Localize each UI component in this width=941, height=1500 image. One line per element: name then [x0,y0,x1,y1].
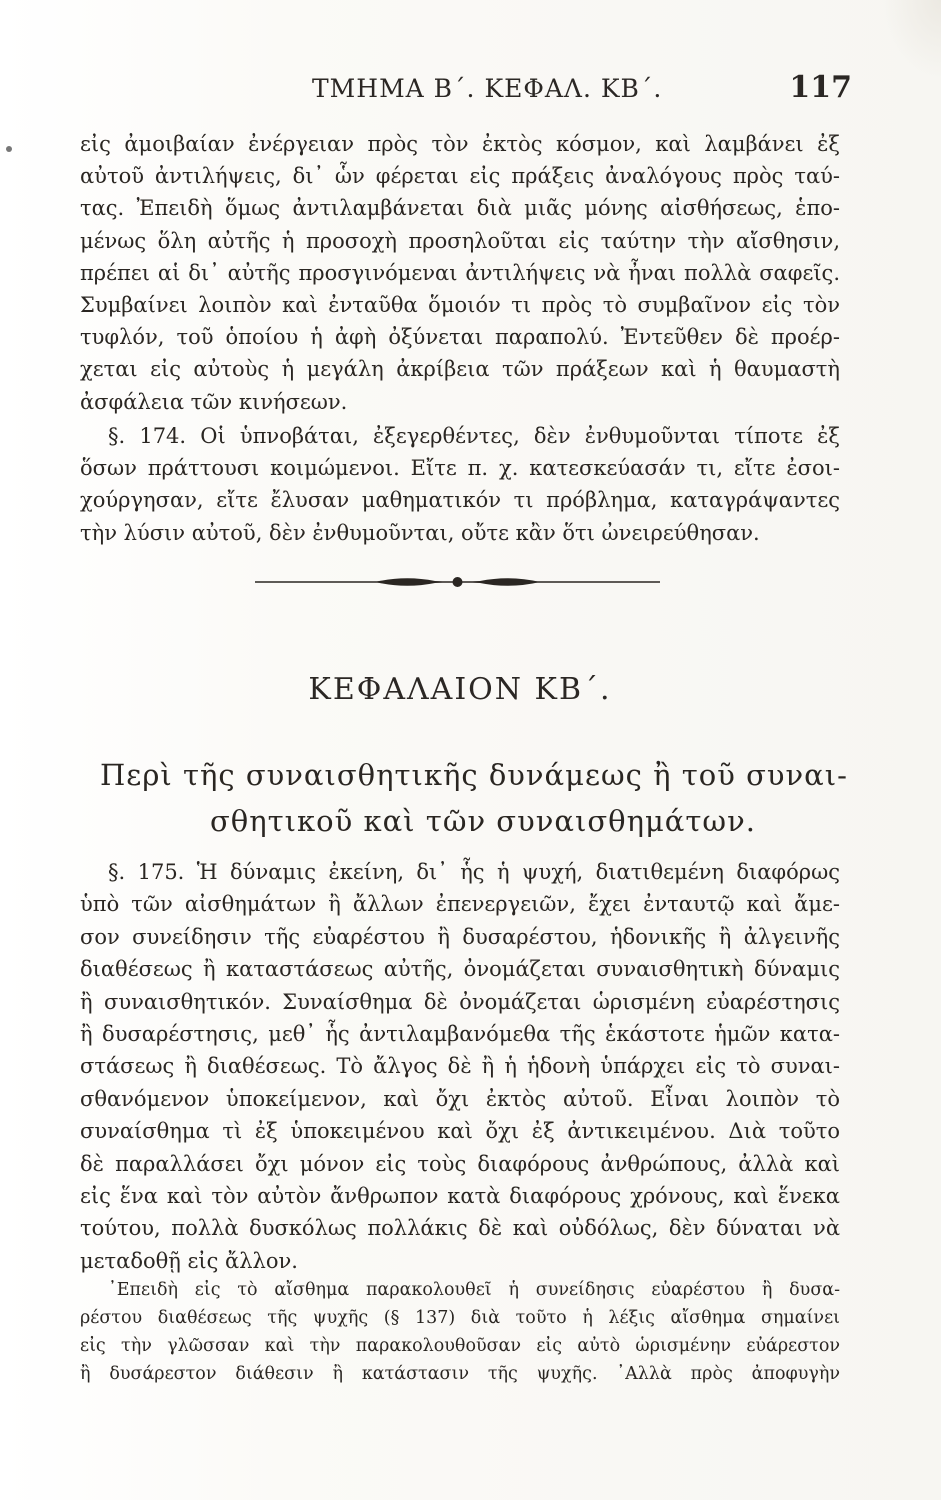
subtitle-line: Περὶ τῆς συναισθητικῆς δυνάμεως ἢ τοῦ συναι- [100,758,848,792]
text-line: τας. Ἐπειδὴ ὅμως ἀντιλαμβάνεται διὰ μιᾶς μόνης αἰσθήσεως, ἑπο- [80,196,840,221]
text-line: πρέπει αἱ δι᾽ αὐτῆς προσγινόμεναι ἀντιλήψεις νὰ ἦναι πολλὰ σαφεῖς. [80,260,840,285]
text-line: ὑπὸ τῶν αἰσθημάτων ἢ ἄλλων ἐπενεργειῶν, ἔχει ἐνταυτῷ καὶ ἄμε- [80,892,840,917]
text-line: Συμβαίνει λοιπὸν καὶ ἐνταῦθα ὅμοιόν τι πρὸς τὸ συμβαῖνον εἰς τὸν [80,292,840,317]
footnote-line: ᾿Επειδὴ εἰς τὸ αἴσθημα παρακολουθεῖ ἡ συνείδησις εὐαρέστου ἢ δυσα- [108,1280,840,1300]
text-line: μένως ὅλη αὐτῆς ἡ προσοχὴ προσηλοῦται εἰς ταύτην τὴν αἴσθησιν, [80,228,840,253]
text-line: εἰς ἀμοιβαίαν ἐνέργειαν πρὸς τὸν ἐκτὸς κόσμον, καὶ λαμβάνει ἐξ [80,132,840,156]
text-line: χεται εἰς αὐτοὺς ἡ μεγάλη ἀκρίβεια τῶν πράξεων καὶ ἡ θαυμαστὴ [80,357,840,382]
text-line: στάσεως ἢ διαθέσεως. Τὸ ἄλγος δὲ ἢ ἡ ἡδονὴ ὑπάρχει εἰς τὸ συναι- [80,1054,840,1079]
running-header [80,70,860,120]
chapter-title: ΚΕΦΑΛΑΙΟΝ ΚΒ΄. [308,672,612,707]
paragraph-1 [80,128,840,418]
subtitle-line: σθητικοῦ καὶ τῶν συναισθημάτων. [210,804,756,838]
text-line: συναίσθημα τὶ ἐξ ὑποκειμένου καὶ ὄχι ἐξ ἀντικειμένου. Διὰ τοῦτο [80,1119,840,1144]
text-line: ἀσφάλεια τῶν κινήσεων. [80,389,348,414]
text-line: σον συνείδησιν τῆς εὐαρέστου ἢ δυσαρέστου, ἡδονικῆς ἢ ἀλγεινῆς [80,924,840,949]
footnote-line: εἰς τὴν γλῶσσαν καὶ τὴν παρακολουθοῦσαν εἰς αὐτὸ ὡρισμένην εὐάρεστον [80,1336,840,1356]
paragraph-2 [80,420,840,549]
chapter-subtitle [100,752,848,844]
text-line: ἢ συναισθητικόν. Συναίσθημα δὲ ὀνομάζεται ὡρισμένη εὐαρέστησις [80,989,840,1014]
text-line: διαθέσεως ἢ καταστάσεως αὐτῆς, ὀνομάζεται συναισθητικὴ δύναμις [80,957,840,982]
page-number: 117 [789,70,852,105]
text-line: τυφλόν, τοῦ ὁποίου ἡ ἀφὴ ὀξύνεται παραπολύ. Ἐντεῦθεν δὲ προέρ- [80,325,840,350]
text-line: σθανόμενον ὑποκείμενον, καὶ ὄχι ἐκτὸς αὐτοῦ. Εἶναι λοιπὸν τὸ [80,1086,840,1111]
ornamental-divider [255,567,660,597]
margin-mark [6,146,12,152]
text-line: ὅσων πράττουσι κοιμώμενοι. Εἴτε π. χ. κατεσκεύασάν τι, εἴτε ἐσοι- [80,456,840,481]
text-line: τούτου, πολλὰ δυσκόλως πολλάκις δὲ καὶ οὐδόλως, δὲν δύναται νὰ [80,1216,840,1241]
running-title: ΤΜΗΜΑ Β΄. ΚΕΦΑΛ. ΚΒ΄. [312,74,663,103]
text-line: δὲ παραλλάσει ὄχι μόνον εἰς τοὺς διαφόρους ἀνθρώπους, ἀλλὰ καὶ [80,1151,840,1176]
text-line: §. 174. Οἱ ὑπνοβάται, ἐξεγερθέντες, δὲν ἐνθυμοῦνται τίποτε ἐξ [108,424,840,448]
text-line: εἰς ἕνα καὶ τὸν αὐτὸν ἄνθρωπον κατὰ διαφόρους χρόνους, καὶ ἕνεκα [80,1183,840,1208]
footnote-line: ἢ δυσάρεστον διάθεσιν ἢ κατάστασιν τῆς ψυχῆς. ᾿Αλλὰ πρὸς ἀποφυγὴν [80,1364,840,1384]
footnote-line: ρέστου διαθέσεως τῆς ψυχῆς (§ 137) διὰ τοῦτο ἡ λέξις αἴσθημα σημαίνει [80,1308,840,1328]
footnote [80,1276,840,1388]
text-line: αὐτοῦ ἀντιλήψεις, δι᾽ ὧν φέρεται εἰς πράξεις ἀναλόγους πρὸς ταύ- [80,164,840,189]
paragraph-3 [80,856,840,1277]
text-line: τὴν λύσιν αὐτοῦ, δὲν ἐνθυμοῦνται, οὔτε κἂν ὅτι ὠνειρεύθησαν. [80,520,760,545]
page-corner-stain [881,0,941,80]
text-line: §. 175. Ἡ δύναμις ἐκείνη, δι᾽ ἧς ἡ ψυχή, διατιθεμένη διαφόρως [108,860,840,884]
text-line: ἢ δυσαρέστησις, μεθ᾽ ἧς ἀντιλαμβανόμεθα τῆς ἑκάστοτε ἡμῶν κατα- [80,1021,840,1046]
text-line: χούργησαν, εἴτε ἔλυσαν μαθηματικόν τι πρόβλημα, καταγράψαντες [80,488,840,513]
text-line: μεταδοθῇ εἰς ἄλλον. [80,1248,298,1273]
